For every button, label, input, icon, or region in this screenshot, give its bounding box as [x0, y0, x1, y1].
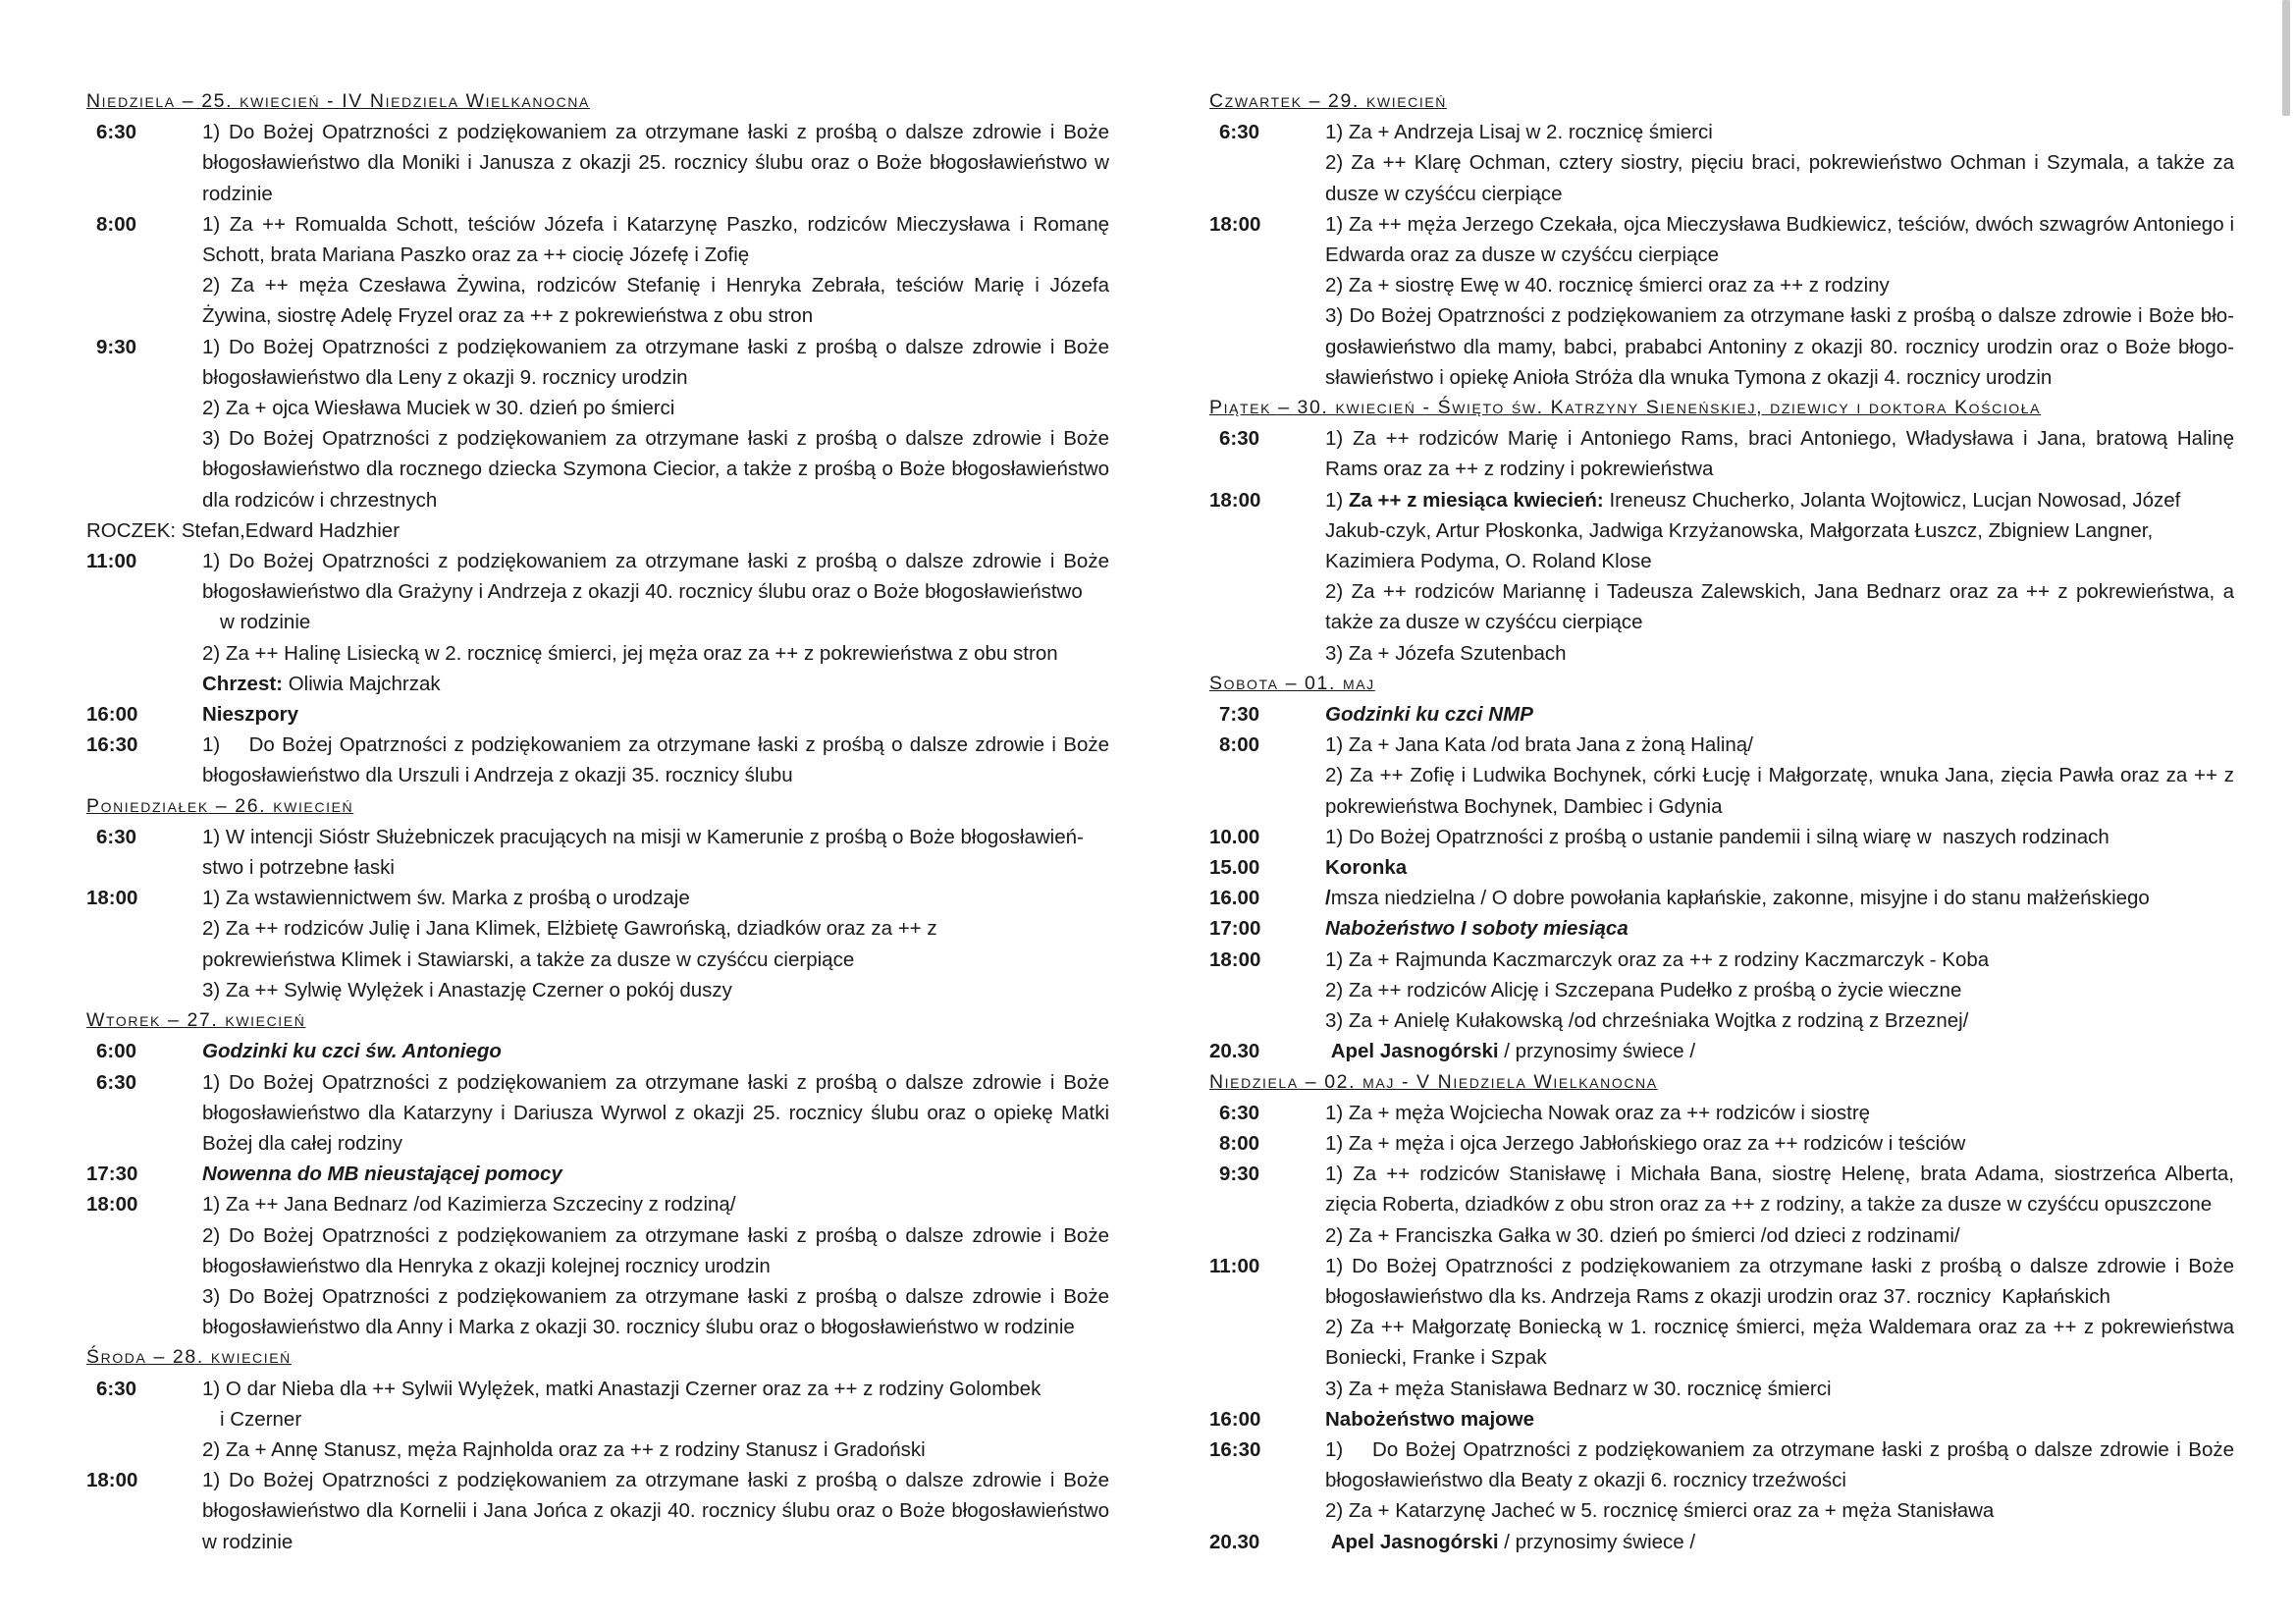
- intention: 2) Do Bożej Opatrzności z podziękowaniem za otrzymane łaski z prośbą o dalsze zdrowie i Boże błogosławieństwo dla Henryka z okazji kolejnej rocznicy urodzin: [202, 1223, 1109, 1277]
- day-heading: Piątek – 30. kwiecień - Święto św. Katrzyny Sieneńskiej, dziewicy i doktora Kościoła: [1209, 397, 2042, 419]
- intention: 2) Za ++ rodziców Julię i Jana Klimek, Elżbietę Gawrońską, dziadków oraz za ++ z pokrewieństwa Klimek i Stawiarski, a także za dusze w czyśćcu cierpiące: [202, 917, 937, 971]
- mass-slot: [1209, 822, 2234, 852]
- intention: 1) O dar Nieba dla ++ Sylwii Wylężek, matki Anastazji Czerner oraz za ++ z rodziny Golombek: [202, 1377, 1041, 1400]
- apel-note: / przynosimy świece /: [1498, 1530, 1696, 1553]
- roczek-note: ROCZEK: Stefan,Edward Hadzhier: [86, 518, 400, 542]
- mass-time: 6:30: [96, 121, 137, 144]
- intention: 1) Za ++ rodziców Stanisławę i Michała Bana, siostrę Helenę, brata Adama, siostrzeńca Alberta, zięcia Roberta, dziadków z obu stron oraz za ++ z rodziny, a także za dusze w czyśćcu opuszczone: [1325, 1163, 2234, 1217]
- intention: 1) Za ++ Romualda Schott, teściów Józefa i Katarzynę Paszko, rodziców Mieczysława i Romanę Schott, brata Mariana Paszko oraz za ++ ciocię Józefę i Zofię: [202, 212, 1109, 267]
- intention: [1325, 883, 2234, 913]
- intention: 1) Za + Andrzeja Lisaj w 2. rocznicę śmierci: [1325, 121, 1713, 144]
- mass-time: 18:00: [86, 1469, 138, 1492]
- mass-slot: [1209, 1098, 2234, 1128]
- mass-time: 9:30: [96, 335, 137, 358]
- mass-slot: [1209, 852, 2234, 883]
- intention: 1) Za ++ rodziców Marię i Antoniego Rams, braci Antoniego, Władysława i Jana, bratową Halinę Rams oraz za ++ z rodziny i pokrewieństwa: [1325, 427, 2234, 481]
- intention: [1325, 1036, 2234, 1066]
- mass-slot: [86, 117, 1109, 209]
- intention: 2) Za ++ Zofię i Ludwika Bochynek, córki Łucję i Małgorzatę, wnuka Jana, zięcia Pawła oraz za ++ z pokrewieństwa Bochynek, Dambiec i Gdynia: [1325, 764, 2234, 818]
- mass-slot: [1209, 1159, 2234, 1251]
- mass-time: 8:00: [96, 212, 137, 236]
- intention-continuation: w rodzinie: [220, 611, 311, 634]
- mass-time: 7:30: [1219, 703, 1260, 727]
- intention: 1) Za + męża i ojca Jerzego Jabłońskiego oraz za ++ rodziców i teściów: [1325, 1131, 1966, 1155]
- intention: 2) Za + ojca Wiesława Muciek w 30. dzień po śmierci: [202, 397, 675, 420]
- right-column: [1209, 86, 2240, 1557]
- apel-label: Apel Jasnogórski: [1325, 1530, 1499, 1553]
- scrollbar-thumb[interactable]: [2282, 0, 2290, 116]
- intention-lead: Za ++ z miesiąca kwiecień:: [1348, 488, 1604, 512]
- mass-slot: [1209, 209, 2234, 393]
- mass-slot: [86, 822, 1109, 883]
- intention-text: msza niedzielna / O dobre powołania kapłańskie, zakonne, misyjne i do stanu małżeńskiego: [1330, 887, 2150, 910]
- mass-time: 6:30: [96, 1377, 137, 1400]
- intention: 2) Za + Annę Stanusz, męża Rajnholda oraz za ++ z rodziny Stanusz i Gradoński: [202, 1437, 926, 1461]
- intention: [1325, 1527, 2234, 1557]
- mass-time: 16.00: [1209, 887, 1260, 910]
- mass-time: 18:00: [86, 1193, 138, 1217]
- mass-slot: [86, 1067, 1109, 1160]
- mass-slot: [86, 883, 1109, 1005]
- intention: 2) Za + Franciszka Gałka w 30. dzień po śmierci /od dzieci z rodzinami/: [1325, 1223, 1960, 1247]
- intention: 1) Do Bożej Opatrzności z podziękowaniem za otrzymane łaski z prośbą o dalsze zdrowie i Boże błogosławieństwo dla Leny z okazji 9. rocznicy urodzin: [202, 335, 1109, 389]
- mass-time: 6:30: [1219, 1101, 1260, 1124]
- mass-time: 17:00: [1209, 917, 1261, 941]
- intention: [1325, 485, 2234, 577]
- intention: 2) Za + siostrę Ewę w 40. rocznicę śmierci oraz za ++ z rodziny: [1325, 274, 1890, 298]
- mass-slot: [86, 1159, 1109, 1189]
- intention: 1) Do Bożej Opatrzności z podziękowaniem za otrzymane łaski z prośbą o dalsze zdrowie i Boże błogosławieństwo dla Kornelii i Jana Jońca z okazji 40. rocznicy ślubu oraz o Boże błogosławieństwo w rodzinie: [202, 1469, 1109, 1553]
- intention: 1) Za + Jana Kata /od brata Jana z żoną Haliną/: [1325, 733, 1753, 757]
- intention: 1) Do Bożej Opatrzności z podziękowaniem za otrzymane łaski z prośbą o dalsze zdrowie i Boże błogosławieństwo dla Katarzyny i Dariusza Wyrwol z okazji 25. rocznicy ślubu oraz o opiekę Matki Bożej dla całej rodziny: [202, 1070, 1109, 1155]
- day-heading: Poniedziałek – 26. kwiecień: [86, 794, 354, 817]
- mass-slot: [86, 1465, 1109, 1557]
- intention: 3) Za + Józefa Szutenbach: [1325, 641, 1567, 665]
- mass-time: 8:00: [1219, 1131, 1260, 1155]
- baptism-line: [202, 669, 1109, 699]
- mass-slot: [1209, 883, 2234, 913]
- mass-time: 20.30: [1209, 1530, 1260, 1553]
- intention: 3) Do Bożej Opatrzności z podziękowaniem za otrzymane łaski z prośbą o dalsze zdrowie i Boże błogosławieństwo dla Anny i Marka z okazji 30. rocznicy ślubu oraz o błogosławieństwo w rodzinie: [202, 1284, 1109, 1339]
- intention: 1) Do Bożej Opatrzności z prośbą o ustanie pandemii i silną wiarę w naszych rodzinach: [1325, 825, 2109, 848]
- apel-label: Apel Jasnogórski: [1325, 1040, 1499, 1063]
- intention: 3) Za + męża Stanisława Bednarz w 30. rocznicę śmierci: [1325, 1377, 1832, 1400]
- intention-names: Ireneusz Chucherko, Jolanta Wojtowicz, Lucjan Nowosad, Józef Jakub-czyk, Artur Płoskonka, Jadwiga Krzyżanowska, Małgorzata Łuszcz, Zbigniew Langner, Kazimiera Podyma, O. Roland Klose: [1325, 488, 2181, 573]
- intention: 3) Do Bożej Opatrzności z podziękowaniem za otrzymane łaski z prośbą o dalsze zdrowie i Boże błogosławieństwo dla rocznego dziecka Szymona Ciecior, a także z prośbą o Boże błogosławieństwo dla rodziców i chrzestnych: [202, 427, 1109, 512]
- mass-slot: [86, 332, 1109, 515]
- mass-time: 8:00: [1219, 733, 1260, 757]
- intention: 1) Za wstawiennictwem św. Marka z prośbą o urodzaje: [202, 887, 690, 910]
- service-name: Koronka: [1325, 856, 1408, 880]
- intention: 1) Za + Rajmunda Kaczmarczyk oraz za ++ z rodziny Kaczmarczyk - Koba: [1325, 947, 1990, 971]
- mass-slot: [1209, 1036, 2234, 1066]
- mass-time: 20.30: [1209, 1040, 1260, 1063]
- service-name: Nowenna do MB nieustającej pomocy: [202, 1163, 562, 1186]
- mass-time: 18:00: [86, 887, 138, 910]
- service-name: Nabożeństwo I soboty miesiąca: [1325, 917, 1629, 941]
- left-column: [86, 86, 1115, 1557]
- intention: 2) Za ++ rodziców Alicję i Szczepana Pudełko z prośbą o życie wieczne: [1325, 978, 1962, 1001]
- mass-slot: [1209, 1128, 2234, 1159]
- mass-time: 17:30: [86, 1163, 138, 1186]
- service-name: Nieszpory: [202, 703, 298, 727]
- mass-time: 6:30: [1219, 427, 1260, 451]
- service-name: Godzinki ku czci św. Antoniego: [202, 1040, 502, 1063]
- apel-note: / przynosimy świece /: [1498, 1040, 1696, 1063]
- day-heading: Czwartek – 29. kwiecień: [1209, 90, 1447, 112]
- intention: 2) Za ++ Klarę Ochman, cztery siostry, pięciu braci, pokrewieństwo Ochman i Szymala, a także za dusze w czyśćcu cierpiące: [1325, 151, 2234, 205]
- intention: 1) Za ++ Jana Bednarz /od Kazimierza Szczeciny z rodziną/: [202, 1193, 736, 1217]
- intention: 3) Za ++ Sylwię Wylężek i Anastazję Czerner o pokój duszy: [202, 978, 732, 1001]
- mass-slot: [86, 1036, 1109, 1066]
- mass-slot: [1209, 1251, 2240, 1404]
- mass-slot: [1209, 730, 2234, 822]
- slash-mark: /: [1325, 887, 1331, 910]
- mass-time: 18:00: [1209, 212, 1261, 236]
- mass-time: 9:30: [1219, 1163, 1260, 1186]
- intention-number: 1): [1325, 488, 1349, 512]
- mass-time: 11:00: [86, 550, 137, 573]
- mass-slot: [86, 546, 1109, 699]
- intention: 1) Do Bożej Opatrzności z podziękowaniem za otrzymane łaski z prośbą o dalsze zdrowie i Boże błogosławieństwo dla Urszuli i Andrzeja z okazji 35. rocznicy ślubu: [202, 733, 1115, 787]
- intention: 1) Do Bożej Opatrzności z podziękowaniem za otrzymane łaski z prośbą o dalsze zdrowie i Boże błogosławieństwo dla Beaty z okazji 6. rocznicy trzeźwości: [1325, 1437, 2240, 1492]
- intention: 1) Za ++ męża Jerzego Czekała, ojca Mieczysława Budkiewicz, teściów, dwóch szwagrów Antoniego i Edwarda oraz za dusze w czyśćcu cierpiące: [1325, 212, 2234, 267]
- scrollbar-track[interactable]: [2267, 0, 2296, 1624]
- intention: 3) Za + Anielę Kułakowską /od chrześniaka Wojtka z rodziną z Brzeznej/: [1325, 1009, 1969, 1033]
- baptism-name: Oliwia Majchrzak: [283, 672, 441, 695]
- day-heading: Sobota – 01. maj: [1209, 672, 1375, 694]
- intention: 2) Za ++ męża Czesława Żywina, rodziców Stefanię i Henryka Zebrała, teściów Marię i Józefa Żywina, siostrę Adelę Fryzel oraz za ++ z pokrewieństwa z obu stron: [202, 274, 1109, 328]
- mass-slot: [86, 699, 1109, 730]
- mass-slot: [1209, 1527, 2234, 1557]
- mass-time: 11:00: [1209, 1254, 1260, 1277]
- day-heading: Środa – 28. kwiecień: [86, 1346, 292, 1369]
- mass-time: 6:30: [1219, 121, 1260, 144]
- day-heading: Niedziela – 25. kwiecień - IV Niedziela Wielkanocna: [86, 90, 590, 112]
- mass-time: 18:00: [1209, 947, 1261, 971]
- intention: 2) Za ++ Małgorzatę Boniecką w 1. rocznicę śmierci, męża Waldemara oraz za ++ z pokrewieństwa Boniecki, Franke i Szpak: [1325, 1316, 2234, 1370]
- mass-slot: [1209, 117, 2234, 209]
- baptism-label: Chrzest:: [202, 672, 284, 695]
- intention: 3) Do Bożej Opatrzności z podziękowaniem za otrzymane łaski z prośbą o dalsze zdrowie i Boże bło-gosławieństwo dla mamy, babci, prababci Antoniny z okazji 80. rocznicy urodzin oraz o Boże błogo-sławieństwo i opiekę Anioła Stróża dla wnuka Tymona z okazji 4. rocznicy urodzin: [1325, 304, 2234, 389]
- intention: 2) Za ++ rodziców Mariannę i Tadeusza Zalewskich, Jana Bednarz oraz za ++ z pokrewieństwa, a także za dusze w czyśćcu cierpiące: [1325, 580, 2234, 634]
- mass-time: 6:00: [96, 1040, 137, 1063]
- intention: 2) Za ++ Halinę Lisiecką w 2. rocznicę śmierci, jej męża oraz za ++ z pokrewieństwa z obu stron: [202, 641, 1058, 665]
- mass-time: 10.00: [1209, 825, 1260, 848]
- intention-continuation: i Czerner: [220, 1407, 302, 1431]
- mass-time: 16:00: [86, 703, 138, 727]
- day-heading: Wtorek – 27. kwiecień: [86, 1009, 306, 1032]
- mass-slot: [1209, 485, 2234, 669]
- mass-time: 16:30: [1209, 1437, 1261, 1461]
- mass-time: 18:00: [1209, 488, 1261, 512]
- mass-time: 16:00: [1209, 1407, 1261, 1431]
- mass-slot: [86, 1374, 1109, 1466]
- mass-time: 16:30: [86, 733, 138, 757]
- day-heading: Niedziela – 02. maj - V Niedziela Wielkanocna: [1209, 1070, 1658, 1093]
- service-name: Nabożeństwo majowe: [1325, 1407, 1535, 1431]
- service-name: Godzinki ku czci NMP: [1325, 703, 1533, 727]
- mass-slot: [1209, 1435, 2240, 1527]
- mass-slot: [86, 730, 1115, 790]
- intention: 1) Do Bożej Opatrzności z podziękowaniem za otrzymane łaski z prośbą o dalsze zdrowie i Boże błogosławieństwo dla ks. Andrzeja Rams z okazji urodzin oraz 37. rocznicy Kapłańskich: [1325, 1254, 2240, 1308]
- intention: 2) Za + Katarzynę Jacheć w 5. rocznicę śmierci oraz za + męża Stanisława: [1325, 1499, 1995, 1523]
- intention: 1) Za + męża Wojciecha Nowak oraz za ++ rodziców i siostrę: [1325, 1101, 1871, 1124]
- intention: 1) Do Bożej Opatrzności z podziękowaniem za otrzymane łaski z prośbą o dalsze zdrowie i Boże błogosławieństwo dla Moniki i Janusza z okazji 25. rocznicy ślubu oraz o Boże błogosławieństwo w rodzinie: [202, 121, 1109, 205]
- mass-slot: [86, 209, 1109, 332]
- mass-slot: [1209, 1404, 2234, 1435]
- mass-time: 6:30: [96, 1070, 137, 1094]
- mass-slot: [1209, 913, 2234, 944]
- intention: 1) Do Bożej Opatrzności z podziękowaniem za otrzymane łaski z prośbą o dalsze zdrowie i Boże błogosławieństwo dla Grażyny i Andrzeja z okazji 40. rocznicy ślubu oraz o Boże błogosławieństwo: [202, 550, 1109, 604]
- intention: 1) W intencji Sióstr Służebniczek pracujących na misji w Kamerunie z prośbą o Boże błogosławień-stwo i potrzebne łaski: [202, 825, 1084, 880]
- mass-time: 15.00: [1209, 856, 1260, 880]
- mass-time: 6:30: [96, 825, 137, 848]
- mass-slot: [1209, 423, 2234, 484]
- mass-slot: [1209, 945, 2234, 1037]
- mass-slot: [1209, 699, 2234, 730]
- mass-slot: [86, 1189, 1109, 1342]
